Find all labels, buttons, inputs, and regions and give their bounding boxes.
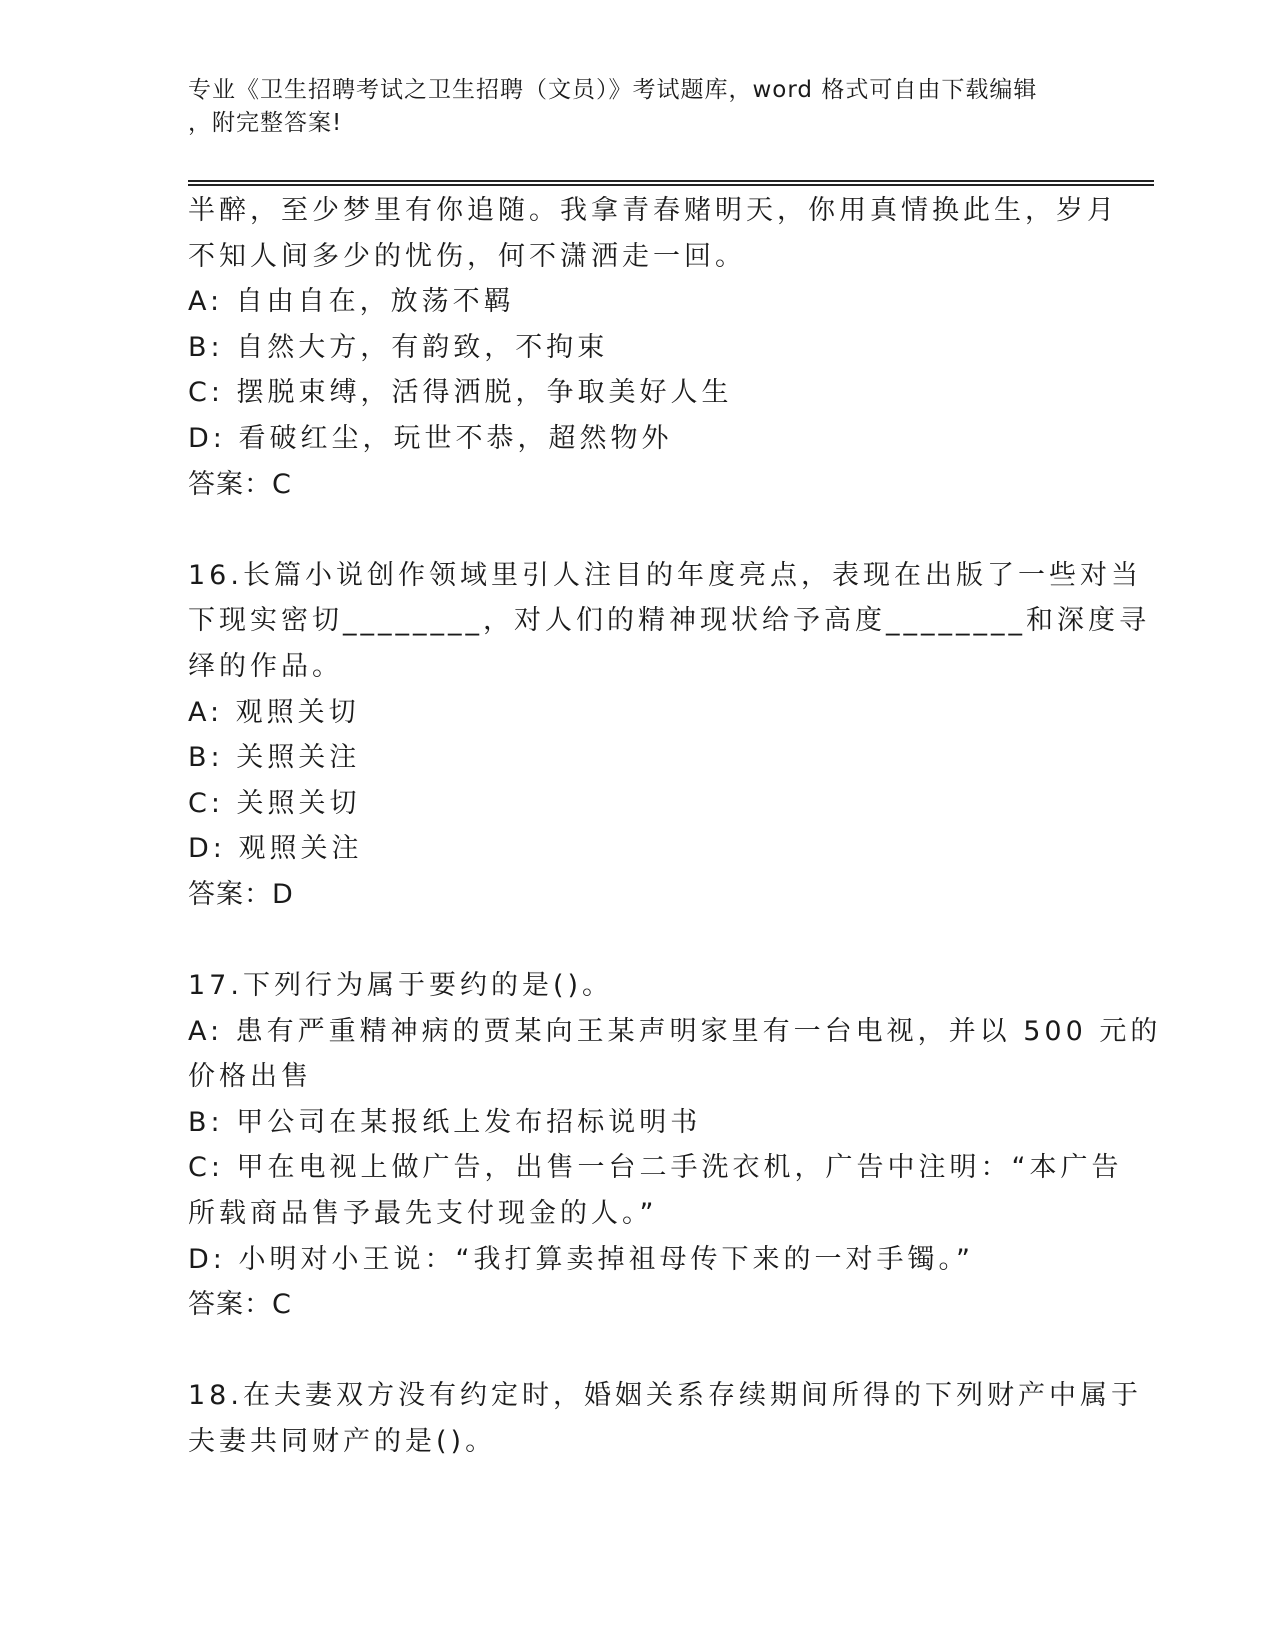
option-c-continuation: 所载商品售予最先支付现金的人。” — [188, 1198, 658, 1230]
question-stem-line: 绎的作品。 — [188, 650, 343, 682]
question-stem-line: 半醉，至少梦里有你追随。我拿青春赌明天，你用真情换此生，岁月 — [188, 195, 1118, 226]
option-a: A: 观照关切 — [188, 696, 360, 728]
option-a: A: 自由自在，放荡不羁 — [188, 286, 515, 318]
header-divider-bottom — [188, 184, 1154, 186]
option-d: D: 小明对小王说：“我打算卖掉祖母传下来的一对手镯。” — [188, 1243, 974, 1275]
question-18 — [188, 1373, 1142, 1464]
option-b: B: 关照关注 — [188, 742, 361, 774]
header-line-1: 专业《卫生招聘考试之卫生招聘（文员）》考试题库，word 格式可自由下载编辑 — [188, 77, 1038, 103]
question-stem-line: 下现实密切________，对人们的精神现状给予高度________和深度寻 — [188, 605, 1150, 637]
option-a: A: 患有严重精神病的贾某向王某声明家里有一台电视，并以 500 元的 — [188, 1015, 1162, 1047]
question-stem-line: 17.下列行为属于要约的是()。 — [188, 970, 614, 1002]
question-17 — [188, 963, 1162, 1328]
option-b: B: 甲公司在某报纸上发布招标说明书 — [188, 1106, 702, 1138]
question-stem-line: 18.在夫妻双方没有约定时，婚姻关系存续期间所得的下列财产中属于 — [188, 1380, 1142, 1412]
spacer — [188, 1328, 1088, 1374]
question-stem-line: 夫妻共同财产的是()。 — [188, 1426, 497, 1458]
question-15 — [188, 188, 1118, 507]
question-16 — [188, 553, 1150, 918]
spacer — [188, 918, 1088, 964]
question-stem-line: 不知人间多少的忧伤，何不潇洒走一回。 — [188, 240, 746, 272]
option-d: D: 看破红尘，玩世不恭，超然物外 — [188, 422, 673, 454]
header-divider-top — [188, 180, 1154, 182]
header-line-2: ，附完整答案! — [188, 110, 343, 136]
option-a-continuation: 价格出售 — [188, 1061, 312, 1093]
answer-line: 答案：D — [188, 878, 294, 910]
answer-line: 答案：C — [188, 1289, 292, 1321]
option-d: D: 观照关注 — [188, 833, 363, 865]
question-stem-line: 16.长篇小说创作领域里引人注目的年度亮点，表现在出版了一些对当 — [188, 559, 1142, 591]
document-header — [188, 74, 1088, 140]
option-b: B: 自然大方，有韵致，不拘束 — [188, 331, 609, 363]
option-c: C: 甲在电视上做广告，出售一台二手洗衣机，广告中注明：“本广告 — [188, 1152, 1123, 1184]
answer-line: 答案：C — [188, 468, 292, 500]
option-c: C: 摆脱束缚，活得洒脱，争取美好人生 — [188, 377, 733, 409]
spacer — [188, 507, 1088, 553]
option-c: C: 关照关切 — [188, 787, 361, 819]
document-body — [188, 188, 1162, 1465]
